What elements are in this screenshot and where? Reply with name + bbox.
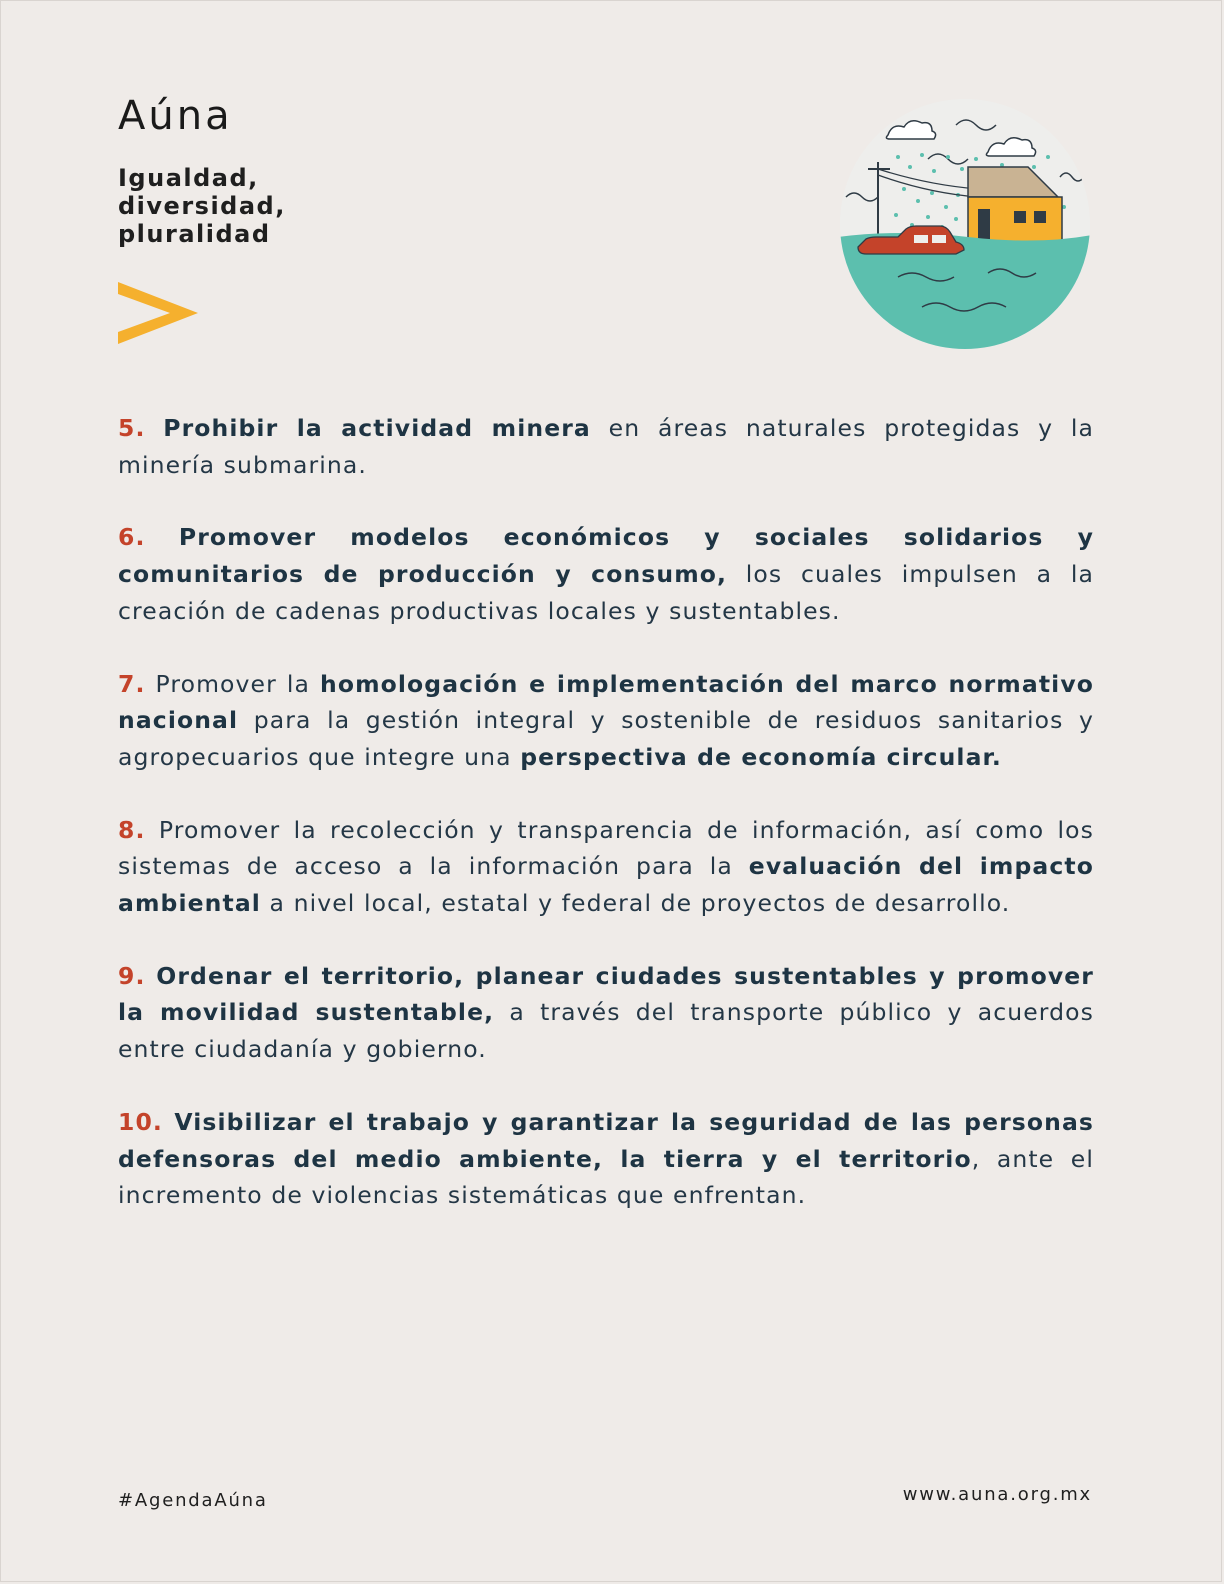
list-item [118, 1104, 1094, 1214]
item-text-bold: Visibilizar el trabajo y garantizar la seguridad de las personas defensoras del medio ambiente, la tierra y el territorio [118, 1107, 1094, 1173]
item-number: 6. [118, 523, 146, 552]
item-text: los cuales impulsen a la creación de cadenas productivas locales y sustentables. [118, 560, 1094, 625]
item-text: , ante el incremento de violencias sistemáticas que enfrentan. [118, 1144, 1094, 1210]
item-number: 8. [118, 815, 146, 844]
item-number: 9. [118, 961, 146, 990]
list-item [118, 410, 1094, 483]
item-text: para la gestión integral y sostenible de residuos sanitarios y agropecuarios que integre una [118, 706, 1094, 771]
item-text-bold: homologación e implementación del marco normativo nacional [118, 669, 1094, 735]
hashtag: #AgendaAúna [118, 1490, 268, 1511]
tagline-line: diversidad, [118, 192, 286, 220]
item-text: Promover la [145, 669, 320, 698]
item-number: 7. [118, 669, 146, 698]
item-text-bold: Prohibir la actividad minera [163, 414, 591, 442]
list-item [118, 519, 1094, 629]
website-link[interactable]: www.auna.org.mx [902, 1484, 1092, 1505]
logo: Aúna [118, 93, 233, 139]
list-item [118, 666, 1094, 776]
recommendations-list [118, 410, 1094, 1250]
list-item [118, 812, 1094, 922]
tagline-line: Igualdad, [118, 164, 259, 192]
tagline-line: pluralidad [118, 220, 271, 248]
item-text-bold: Promover modelos económicos y sociales solidarios y comunitarios de producción y consumo, [118, 523, 1094, 589]
item-text [163, 1108, 174, 1136]
chevron-right-icon [118, 282, 200, 346]
item-text: a través del transporte público y acuerdos entre ciudadanía y gobierno. [118, 998, 1094, 1064]
item-text-bold: evaluación del impacto ambiental [118, 852, 1094, 918]
flooded-house-illustration [838, 97, 1092, 351]
item-text-bold: Ordenar el territorio, planear ciudades sustentables y promover la movilidad sustentable, [118, 961, 1094, 1027]
item-text: en áreas naturales protegidas y la minería submarina. [118, 414, 1094, 479]
item-number: 10. [118, 1107, 163, 1136]
item-text [145, 414, 163, 442]
item-text-bold: perspectiva de economía circular. [520, 742, 1002, 771]
item-number: 5. [118, 414, 146, 442]
tagline [118, 164, 286, 248]
item-text [145, 962, 156, 990]
item-text: a nivel local, estatal y federal de proyectos de desarrollo. [260, 889, 1011, 918]
item-text [145, 523, 178, 551]
list-item [118, 958, 1094, 1068]
item-text: Promover la recolección y transparencia de información, así como los sistemas de acceso a la información para la [118, 815, 1094, 881]
